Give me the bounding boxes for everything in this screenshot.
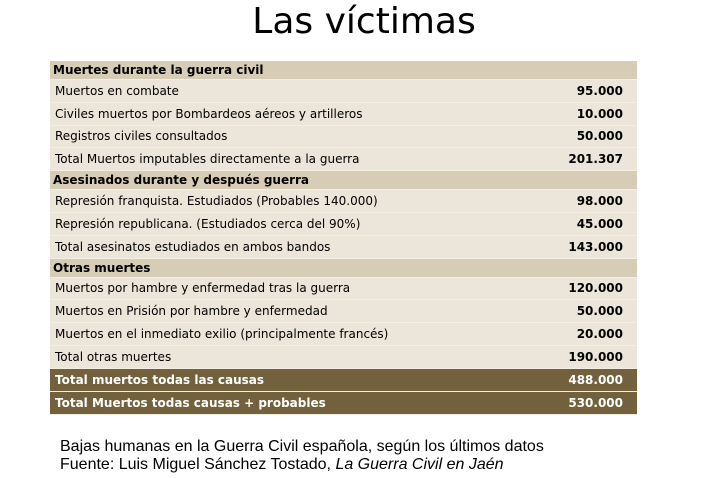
caption [60, 438, 544, 474]
row-value: 190.000 [568, 349, 623, 364]
row-value: 98.000 [576, 194, 623, 209]
row-label: Total otras muertes [55, 349, 172, 364]
row-label: Registros civiles consultados [55, 129, 228, 144]
table-row [50, 126, 637, 149]
total-label: Total muertos todas las causas [55, 372, 265, 387]
total-row [50, 392, 637, 415]
table-row [50, 80, 637, 103]
row-label: Muertos en combate [55, 83, 179, 98]
caption-line-2 [60, 456, 544, 474]
section-header [50, 259, 637, 278]
table-row [50, 278, 637, 301]
row-label: Total asesinatos estudiados en ambos bandos [55, 239, 331, 254]
table-row [50, 323, 637, 346]
section-header [50, 171, 637, 190]
table-row [50, 346, 637, 369]
table-row [50, 300, 637, 323]
row-label: Represión franquista. Estudiados (Probables 140.000) [55, 194, 378, 209]
caption-source-title: La Guerra Civil en Jaén [335, 456, 504, 473]
row-label: Muertos en Prisión por hambre y enfermedad [55, 304, 328, 319]
row-label: Total Muertos imputables directamente a la guerra [55, 152, 360, 167]
victims-table [50, 61, 637, 415]
caption-line-1: Bajas humanas en la Guerra Civil española, según los últimos datos [60, 438, 544, 455]
row-label: Muertos por hambre y enfermedad tras la guerra [55, 281, 351, 296]
section-header-label: Muertes durante la guerra civil [53, 63, 264, 77]
table-row [50, 148, 637, 171]
table-row [50, 103, 637, 126]
total-value: 530.000 [568, 395, 623, 410]
total-row [50, 369, 637, 392]
section-header-label: Asesinados durante y después guerra [53, 173, 310, 188]
row-value: 120.000 [568, 281, 623, 296]
row-label: Muertos en el inmediato exilio (principalmente francés) [55, 327, 389, 342]
row-label: Represión republicana. (Estudiados cerca del 90%) [55, 216, 361, 231]
row-value: 45.000 [576, 216, 623, 231]
total-label: Total Muertos todas causas + probables [55, 395, 326, 410]
row-value: 201.307 [568, 152, 623, 167]
table-row [50, 213, 637, 236]
row-value: 143.000 [568, 239, 623, 254]
row-value: 95.000 [576, 83, 623, 98]
row-value: 50.000 [576, 304, 623, 319]
section-header-label: Otras muertes [53, 260, 151, 275]
row-value: 10.000 [576, 106, 623, 121]
row-value: 20.000 [576, 327, 623, 342]
table-row [50, 190, 637, 213]
table-row [50, 236, 637, 259]
page-title: Las víctimas [252, 1, 476, 42]
row-label: Civiles muertos por Bombardeos aéreos y artilleros [55, 106, 363, 121]
section-header [50, 61, 637, 80]
total-value: 488.000 [568, 372, 623, 387]
row-value: 50.000 [576, 129, 623, 144]
caption-source-prefix: Fuente: Luis Miguel Sánchez Tostado, [60, 456, 336, 473]
